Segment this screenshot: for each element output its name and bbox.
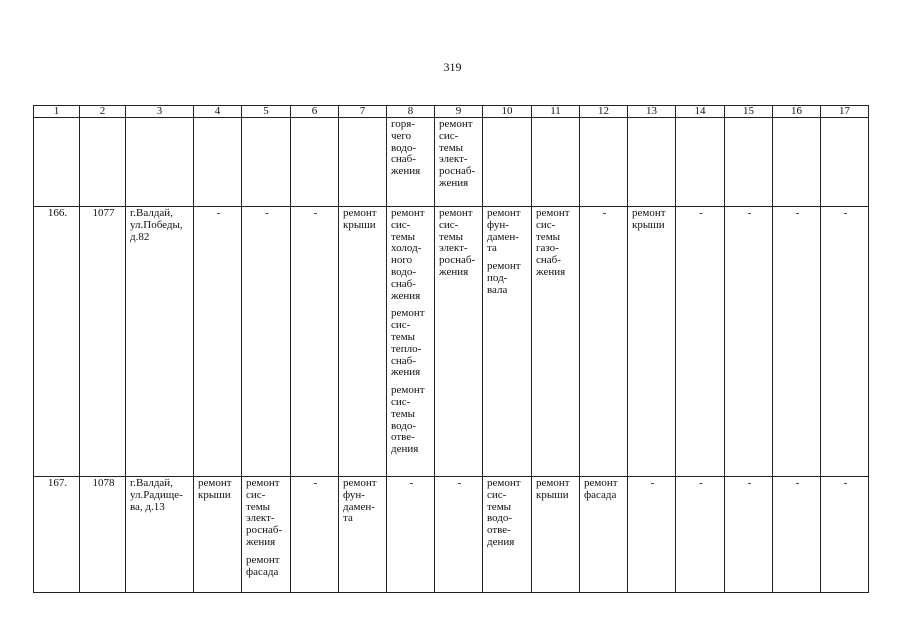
table-cell: -	[242, 207, 291, 477]
table-cell: -	[291, 207, 339, 477]
table-cell	[339, 477, 387, 593]
table-cell: -	[291, 477, 339, 593]
col-header: 2	[80, 106, 126, 118]
table-cell: -	[194, 207, 242, 477]
cell-entry: ремонт крыши	[198, 477, 232, 501]
table-row-166	[34, 207, 869, 477]
table-cell	[580, 118, 628, 207]
table-cell	[821, 118, 869, 207]
table-cell	[387, 118, 435, 207]
table-cell: -	[821, 477, 869, 593]
table-cell	[291, 118, 339, 207]
table-cell	[580, 477, 628, 593]
table-row-167	[34, 477, 869, 593]
table-cell	[532, 207, 580, 477]
cell-entry: ремонт фасада	[246, 553, 280, 578]
table-cell	[194, 118, 242, 207]
address-cell	[126, 207, 194, 477]
col-header: 9	[435, 106, 483, 118]
col-header: 12	[580, 106, 628, 118]
col-header: 14	[676, 106, 725, 118]
col-header: 3	[126, 106, 194, 118]
table-cell: -	[725, 477, 773, 593]
table-cell: -	[676, 207, 725, 477]
cell-entry: ремонт сис- темы газо- снаб- жения	[536, 207, 570, 278]
table-cell	[435, 118, 483, 207]
table-cell	[80, 118, 126, 207]
building-id: 1077	[80, 207, 126, 477]
table-cell: -	[628, 477, 676, 593]
col-header: 11	[532, 106, 580, 118]
table-cell: -	[387, 477, 435, 593]
table-cell	[339, 118, 387, 207]
table-cell	[628, 118, 676, 207]
cell-entry: ремонт фасада	[584, 477, 618, 501]
table-cell	[242, 477, 291, 593]
row-number: 167.	[34, 477, 80, 593]
cell-entry: ремонт сис- темы тепло- снаб- жения	[391, 307, 425, 379]
table-cell	[34, 118, 80, 207]
cell-entry: г.Валдай, ул.Победы, д.82	[130, 207, 183, 243]
col-header: 17	[821, 106, 869, 118]
cell-entry: ремонт крыши	[343, 207, 377, 231]
table-cell	[676, 118, 725, 207]
address-cell	[126, 477, 194, 593]
cell-entry: ремонт сис- темы элект- роснаб- жения	[439, 118, 476, 189]
cell-entry: ремонт крыши	[632, 207, 666, 231]
table-cell	[628, 207, 676, 477]
cell-entry: ремонт сис- темы элект- роснаб- жения	[439, 207, 476, 278]
page-number: 319	[443, 60, 462, 74]
cell-entry: ремонт фун- дамен- та	[487, 207, 521, 255]
table-cell	[126, 118, 194, 207]
col-header: 6	[291, 106, 339, 118]
table-cell	[194, 477, 242, 593]
table-cell	[387, 207, 435, 477]
table-cell	[242, 118, 291, 207]
col-header: 15	[725, 106, 773, 118]
col-header: 16	[773, 106, 821, 118]
repair-schedule-table	[33, 105, 869, 593]
table-cell	[339, 207, 387, 477]
cell-entry: ремонт сис- темы холод- ного водо- снаб- жения	[391, 207, 425, 302]
table-cell	[773, 118, 821, 207]
cell-entry: ремонт сис- темы водо- отве- дения	[391, 384, 425, 456]
table-cell	[483, 207, 532, 477]
table-cell	[532, 118, 580, 207]
col-header: 10	[483, 106, 532, 118]
cell-entry: ремонт крыши	[536, 477, 570, 501]
col-header: 4	[194, 106, 242, 118]
table-cell	[725, 118, 773, 207]
col-header: 5	[242, 106, 291, 118]
table-cell	[435, 207, 483, 477]
table-cell: -	[435, 477, 483, 593]
table-row-continuation	[34, 118, 869, 207]
table-cell: -	[821, 207, 869, 477]
col-header: 8	[387, 106, 435, 118]
cell-entry: ремонт сис- темы элект- роснаб- жения	[246, 477, 283, 548]
cell-entry: г.Валдай, ул.Радище- ва, д.13	[130, 477, 183, 513]
cell-entry: горя- чего водо- снаб- жения	[391, 118, 421, 178]
table-cell	[532, 477, 580, 593]
building-id: 1078	[80, 477, 126, 593]
table-cell: -	[773, 207, 821, 477]
header-row	[34, 106, 869, 118]
col-header: 7	[339, 106, 387, 118]
row-number: 166.	[34, 207, 80, 477]
table-cell: -	[676, 477, 725, 593]
table-cell: -	[580, 207, 628, 477]
col-header: 1	[34, 106, 80, 118]
table-cell	[483, 477, 532, 593]
table-cell: -	[725, 207, 773, 477]
cell-entry: ремонт фун- дамен- та	[343, 477, 377, 525]
table-cell: -	[773, 477, 821, 593]
cell-entry: ремонт под- вала	[487, 260, 521, 296]
col-header: 13	[628, 106, 676, 118]
table-cell	[483, 118, 532, 207]
cell-entry: ремонт сис- темы водо- отве- дения	[487, 477, 521, 548]
